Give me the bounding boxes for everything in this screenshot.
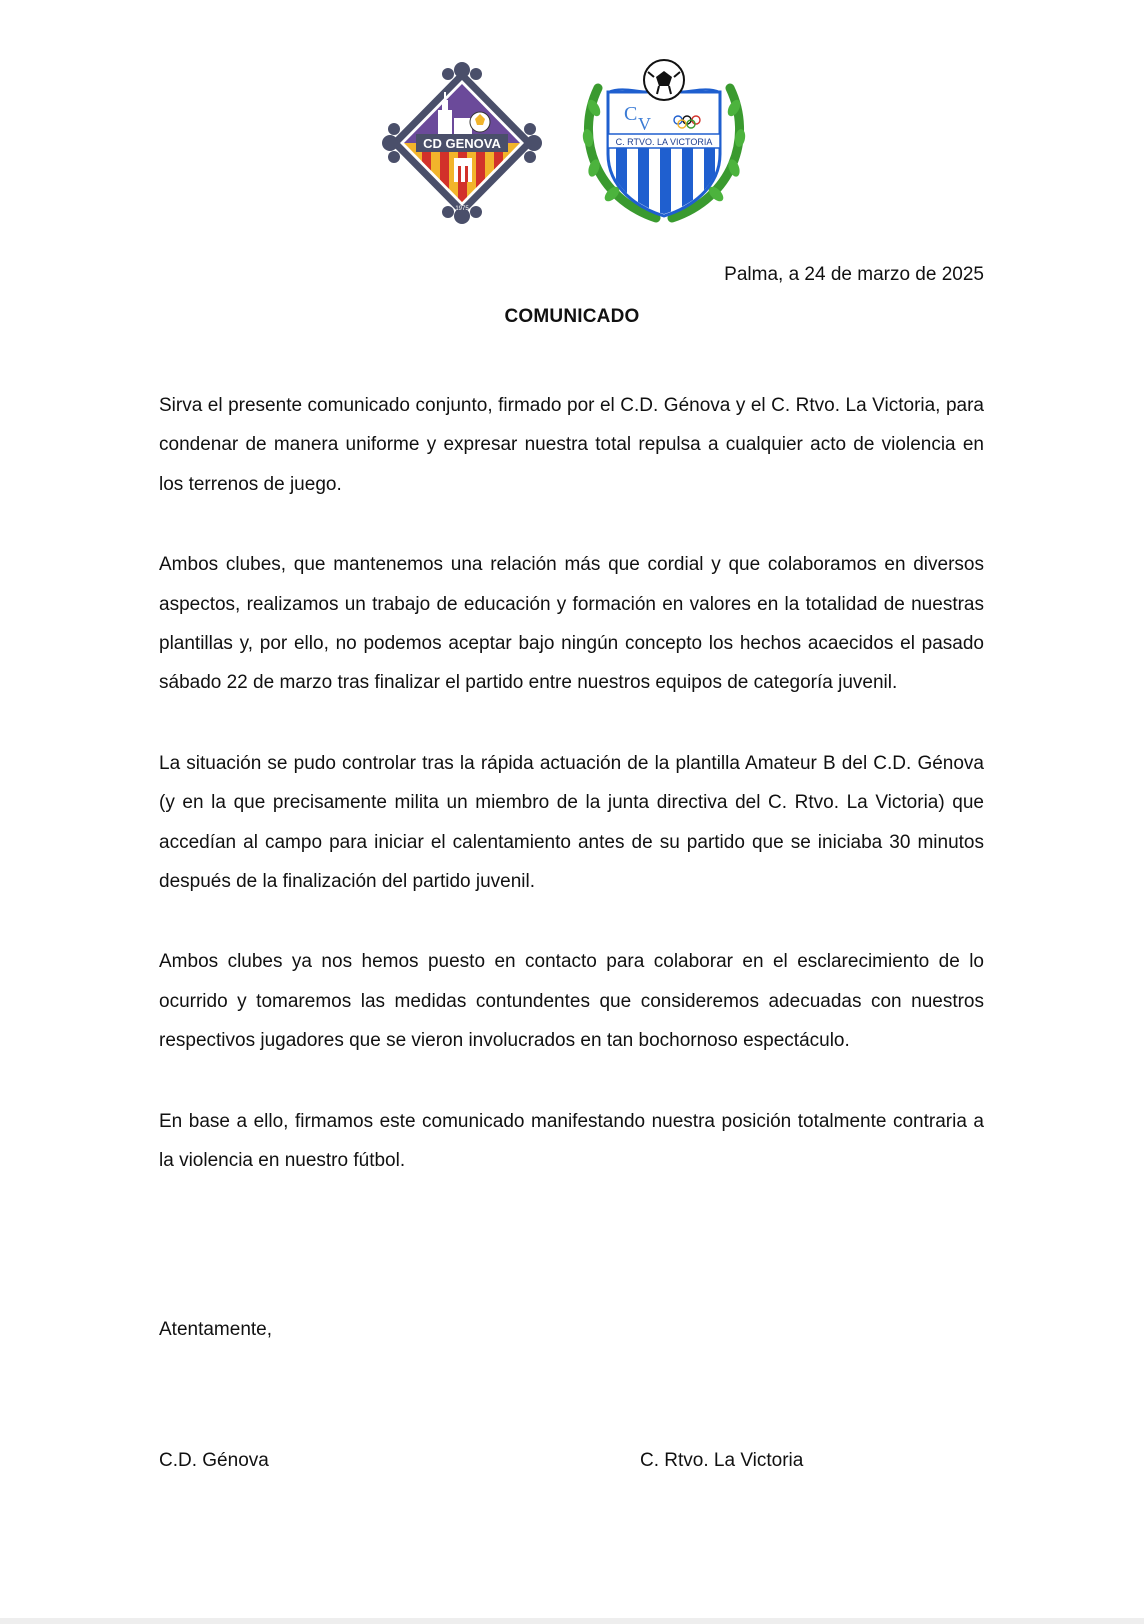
cd-genova-logo-text: CD GENOVA — [423, 136, 501, 151]
body-paragraph: La situación se pudo controlar tras la rápida actuación de la plantilla Amateur B del C.D. Génova (y en la que precisamente milita un miembro de la junta directiva del C. Rtvo. La Victoria) que accedían al campo para iniciar el calentamiento antes de su partido que se iniciaba 30 minutos después de la finalización del partido juvenil. — [159, 752, 984, 893]
body-paragraph: En base a ello, firmamos este comunicado manifestando nuestra posición totalmente contraria a la violencia en nuestro fútbol. — [159, 1110, 984, 1172]
body-paragraph: Sirva el presente comunicado conjunto, firmado por el C.D. Génova y el C. Rtvo. La Victoria, para condenar de manera uniforme y expresar nuestra total repulsa a cualquier acto de violencia en los terrenos de juego. — [159, 395, 984, 495]
cd-genova-logo-year: 1975 — [455, 206, 469, 212]
body-paragraph: Ambos clubes ya nos hemos puesto en contacto para colaborar en el esclarecimiento de lo ocurrido y tomaremos las medidas contundentes que consideremos adecuadas con nuestros respectivos jugadores que se vieron involucrados en tan bochornoso espectáculo. — [159, 951, 984, 1052]
letter-title: COMUNICADO — [504, 306, 640, 327]
la-victoria-monogram-c: C — [624, 103, 638, 125]
signature-la-victoria: C. Rtvo. La Victoria — [640, 1450, 804, 1471]
la-victoria-crest-logo — [578, 58, 750, 226]
letter-date: Palma, a 24 de marzo de 2025 — [724, 264, 984, 285]
signature-cd-genova: C.D. Génova — [159, 1450, 269, 1471]
letter-closing: Atentamente, — [159, 1319, 273, 1340]
cd-genova-crest-logo — [382, 62, 542, 224]
letter-body — [159, 386, 984, 1222]
logo-row — [0, 58, 1144, 228]
page-bottom-edge — [0, 1618, 1144, 1624]
la-victoria-logo-text: C. RTVO. LA VICTORIA — [615, 137, 713, 147]
la-victoria-monogram-v: V — [638, 114, 651, 134]
body-paragraph: Ambos clubes, que mantenemos una relación más que cordial y que colaboramos en diversos aspectos, realizamos un trabajo de educación y formación en valores en la totalidad de nuestras plantillas y, por ello, no podemos aceptar bajo ningún concepto los hechos acaecidos el pasado sábado 22 de marzo tras finalizar el partido entre nuestros equipos de categoría juvenil. — [159, 554, 984, 694]
